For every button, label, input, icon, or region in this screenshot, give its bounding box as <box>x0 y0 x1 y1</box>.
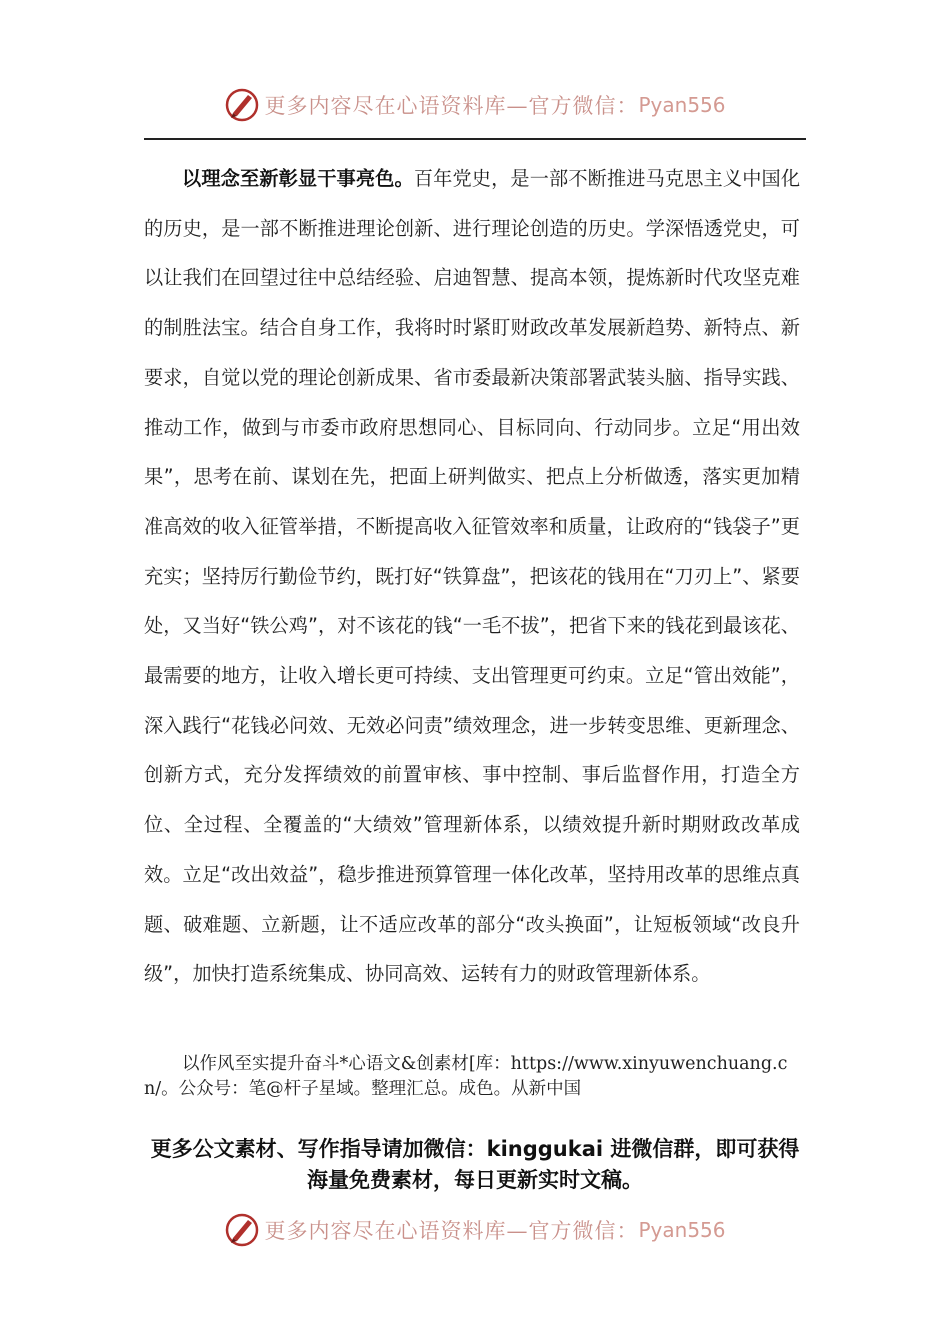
header-wechat-id: Pyan556 <box>638 93 726 117</box>
main-paragraph <box>144 154 800 999</box>
promo-notice: 更多公文素材、写作指导请加微信：kinggukai 进微信群，即可获得海量免费素材，每日更新实时文稿。 <box>150 1137 800 1192</box>
header-banner-text: 更多内容尽在心语资料库—官方微信： <box>264 94 639 118</box>
header-divider <box>144 138 806 140</box>
pen-logo-icon <box>224 87 260 123</box>
watermark-line: 以作风至实提升奋斗*心语文&创素材[库：https://www.xinyuwenchuang.cn/。公众号：笔@杆子星域。整理汇总。成色。从新中国 <box>144 1054 788 1099</box>
pen-logo-icon <box>224 1212 260 1248</box>
paragraph-lead: 以理念至新彰显干事亮色。 <box>182 167 414 190</box>
footer-wechat-id: Pyan556 <box>638 1218 726 1242</box>
header-banner <box>0 80 950 130</box>
paragraph-body: 百年党史，是一部不断推进马克思主义中国化的历史，是一部不断推进理论创新、进行理论创造的历史。学深悟透党史，可以让我们在回望过往中总结经验、启迪智慧、提高本领，提炼新时代攻坚克难的制胜法宝。结合自身工作，我将时时紧盯财政改革发展新趋势、新特点、新要求，自觉以党的理论创新成果、省市委最新决策部署武装头脑、指导实践、推动工作，做到与市委市政府思想同心、目标同向、行动同步。立足“用出效果”，思考在前、谋划在先，把面上研判做实、把点上分析做透，落实更加精准高效的收入征管举措，不断提高收入征管效率和质量，让政府的“钱袋子”更充实；坚持厉行勤俭节约，既打好“铁算盘”，把该花的钱用在“刀刃上”、紧要处，又当好“铁公鸡”，对不该花的钱“一毛不拔”，把省下来的钱花到最该花、最需要的地方，让收入增长更可持续、支出管理更可约束。立足“管出效能”，深入践行“花钱必问效、无效必问责”绩效理念，进一步转变思维、更新理念、创新方式，充分发挥绩效的前置审核、事中控制、事后监督作用，打造全方位、全过程、全覆盖的“大绩效”管理新体系，以绩效提升新时期财政改革成效。立足“改出效益”，稳步推进预算管理一体化改革，坚持用改革的思维点真题、破难题、立新题，让不适应改革的部分“改头换面”，让短板领域“改良升级”，加快打造系统集成、协同高效、运转有力的财政管理新体系。 <box>144 167 801 986</box>
footer-banner-text: 更多内容尽在心语资料库—官方微信： <box>264 1219 639 1243</box>
footer-banner <box>0 1205 950 1255</box>
